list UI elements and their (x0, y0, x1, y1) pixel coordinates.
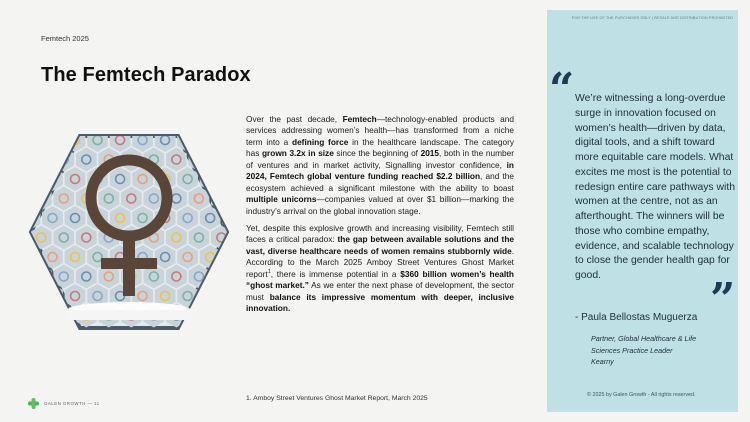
heart-icon (37, 155, 46, 164)
emphasis-text: in 2024, Femtech global venture funding reached $2.2 billion (246, 159, 514, 182)
dna-icon (206, 292, 215, 301)
usage-notice: FOR THE USE OF THE PURCHASER ONLY | RESALE AND DISTRIBUTION PROHIBITED (571, 16, 733, 20)
pill-icon (206, 175, 215, 184)
hex-tile (222, 167, 230, 191)
ecg-icon (183, 136, 192, 145)
hex-tile (189, 304, 210, 328)
text-run: since the beginning of (333, 148, 421, 159)
testimonial-quote: We’re witnessing a long-overdue surge in innovation focused on women’s health—driven by data, digital tools, and a shift toward more equitable care models. What excites me most is the potential to redesign entire care pathways with women at the centre, not as an afterthought. The winners will be those who combine empathy, evidence, and scalable technology to close the gender health gap for good. (575, 93, 735, 282)
text-run: , there is immense potential in a (270, 268, 401, 279)
heart-icon (37, 311, 46, 320)
body-text (246, 114, 514, 320)
quote-close-mark-icon: ” (710, 274, 736, 325)
hex-tile (28, 167, 40, 191)
emphasis-text: Femtech (342, 114, 377, 124)
hex-tile (42, 132, 63, 152)
logo-mark-icon (27, 397, 40, 410)
emphasis-text: the gap between available solutions and the vast, diverse healthcare needs of women remains stubbornly wide (246, 234, 514, 256)
dna-icon (28, 292, 35, 301)
quote-open-mark-icon: “ (549, 64, 575, 115)
role-line: Sciences Practice Leader (591, 345, 673, 355)
emphasis-text: $360 billion women’s health “ghost market.” (246, 268, 514, 291)
hex-tile (211, 148, 230, 172)
text-run: As we enter the next phase of development, the sector must (246, 280, 515, 302)
emphasis-text: grown 3.2x in size (261, 148, 334, 159)
emphasis-text: 2015 (420, 148, 440, 159)
lungs-icon (48, 292, 57, 301)
lungs-icon (194, 311, 203, 320)
atom-icon (228, 253, 230, 262)
femtech-hero-illustration (28, 132, 230, 332)
heart-icon (217, 311, 226, 320)
body-paragraph-1 (246, 114, 514, 217)
hex-tile (222, 284, 230, 308)
role-line: Partner, Global Healthcare & Life (591, 334, 697, 343)
footnote: 1. Amboy Street Ventures Ghost Market Report, March 2025 (246, 395, 428, 402)
quote-author-name: - Paula Bellostas Muguerza (575, 312, 698, 323)
dna-icon (28, 136, 35, 145)
emphasis-text: defining force (292, 136, 349, 147)
page-title: The Femtech Paradox (41, 64, 251, 86)
hex-tile (200, 284, 221, 308)
medical-cross-icon (37, 272, 46, 281)
copyright-notice: © 2025 by Galen Growth - All rights reserved. (587, 392, 696, 398)
logo-text: GALEN GROWTH — 11 (44, 401, 100, 406)
text-run: Over the past decade, (246, 114, 343, 124)
emphasis-text: balance its impressive momentum with deeper, inclusive innovation. (246, 291, 514, 313)
hex-tile (28, 284, 40, 308)
hex-tile (211, 304, 230, 328)
heart-icon (217, 155, 226, 164)
text-run: . According to the March 2025 Amboy Street Ventures Ghost Market report (246, 245, 514, 279)
body-paragraph-2 (246, 223, 514, 315)
lungs-icon (228, 214, 230, 223)
lungs-icon (228, 292, 230, 301)
lungs-icon (48, 136, 57, 145)
footnote-ref: 1 (267, 268, 271, 275)
hex-tile (211, 265, 230, 289)
text-run: Yet, despite this explosive growth and increasing visibility, Femtech still faces a critical paradox: (246, 222, 514, 245)
text-run: in the healthcare landscape. The category has (246, 136, 514, 159)
lungs-icon (194, 155, 203, 164)
text-run: , and the ecosystem achieved a significant milestone with the ability to boast (246, 171, 514, 193)
pill-icon (28, 253, 35, 262)
hex-tile (200, 132, 221, 152)
hex-tile (222, 132, 230, 152)
hex-tile (222, 245, 230, 269)
emphasis-text: multiple unicorns (246, 194, 317, 205)
stethoscope-icon (59, 311, 68, 320)
pill-icon (28, 175, 35, 184)
text-run: —technology-enabled products and services addressing women’s health—has transformed from a niche term into a (246, 114, 514, 147)
text-run: , both in the number of ventures and in market activity, Signalling investor confidence, (246, 148, 514, 170)
hex-tile (31, 148, 52, 172)
galen-growth-logo (27, 397, 99, 410)
medical-cross-icon (217, 194, 226, 203)
company-name: Kearny (591, 357, 614, 367)
dna-icon (28, 214, 35, 223)
lungs-icon (228, 136, 230, 145)
hex-tile (28, 132, 40, 152)
quote-author-role (591, 333, 731, 368)
text-run: —companies valued at over $1 billion—marking the industry’s arrival on the global innovation stage. (246, 194, 514, 216)
hex-tile (31, 304, 52, 328)
quote-sidebar (547, 10, 738, 412)
atom-icon (228, 175, 230, 184)
pedestal-base (67, 310, 191, 320)
dna-icon (206, 136, 215, 145)
kicker-label: Femtech 2025 (41, 34, 89, 43)
medical-cross-icon (217, 272, 226, 281)
